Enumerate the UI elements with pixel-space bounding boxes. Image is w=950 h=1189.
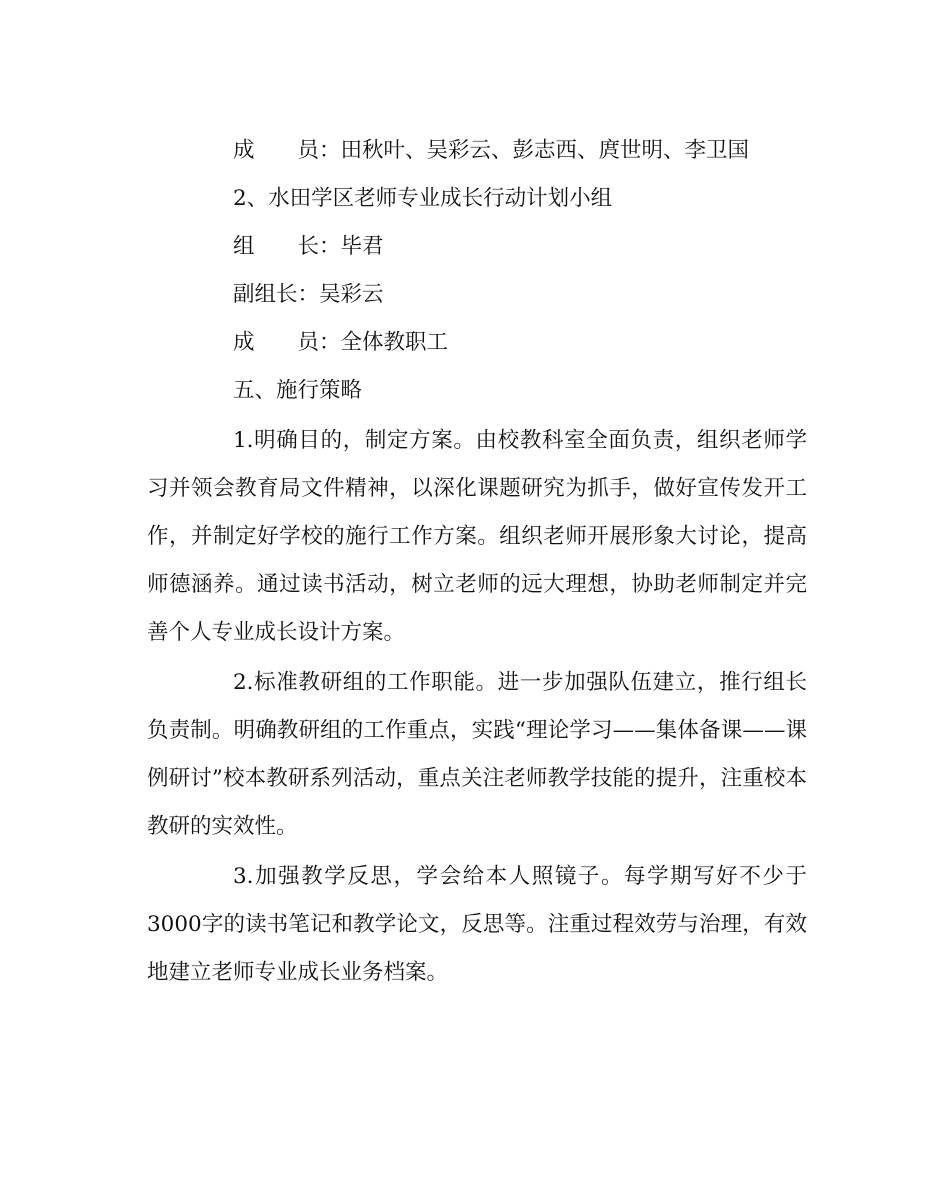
members-line-2: 成 员：全体教职工 <box>233 330 449 355</box>
paragraph-2: 2.标准教研组的工作职能。进一步加强队伍建立，推行组长负责制。明确教研组的工作重点，实践“理论学习——集体备课——课例研讨”校本教研系列活动，重点关注老师教学技能的提升，注重校本教研的实效性。 <box>147 670 807 839</box>
document-body <box>147 127 807 997</box>
paragraph-1: 1.明确目的，制定方案。由校教科室全面负责，组织老师学习并领会教育局文件精神，以深化课题研究为抓手，做好宣传发开工作，并制定好学校的施行工作方案。组织老师开展形象大讨论，提高师德涵养。通过读书活动，树立老师的远大理想，协助老师制定并完善个人专业成长设计方案。 <box>147 428 807 645</box>
paragraph-3: 3.加强教学反思，学会给本人照镜子。每学期写好不少于3000字的读书笔记和教学论文，反思等。注重过程效劳与治理，有效地建立老师专业成长业务档案。 <box>147 864 807 985</box>
vice-leader-line: 副组长：吴彩云 <box>233 282 384 307</box>
section-5-heading: 五、施行策略 <box>233 378 363 403</box>
leader-line: 组 长：毕君 <box>233 234 384 259</box>
group-2-title: 2、水田学区老师专业成长行动计划小组 <box>233 186 613 211</box>
members-line-1: 成 员：田秋叶、吴彩云、彭志西、庹世明、李卫国 <box>233 138 750 163</box>
